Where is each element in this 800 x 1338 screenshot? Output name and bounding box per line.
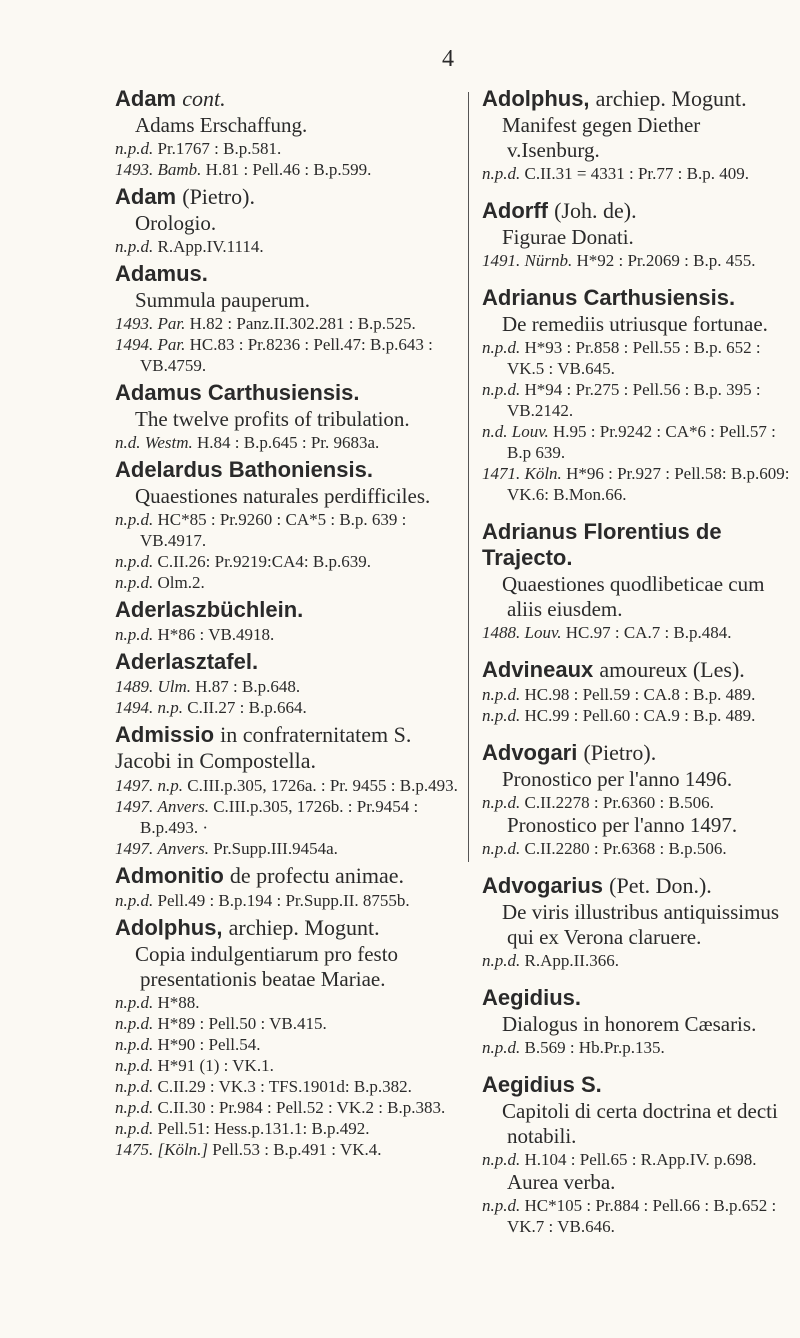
ref-text: HC.99 : Pell.60 : CA.9 : B.p. 489. <box>524 706 756 725</box>
heading-name: Advineaux <box>482 657 594 682</box>
entry-heading <box>115 597 460 623</box>
ref-lead: n.p.d. <box>482 1196 521 1215</box>
ref-text: R.App.II.366. <box>524 951 619 970</box>
entry-heading <box>482 740 790 766</box>
ref-lead: n.p.d. <box>115 1098 154 1117</box>
heading-name: Adam <box>115 184 177 209</box>
ref-lead: n.p.d. <box>115 625 154 644</box>
reference-line <box>115 624 460 645</box>
heading-name: Adamus. <box>115 261 208 286</box>
catalog-entry <box>482 740 790 859</box>
entry-heading <box>482 985 790 1011</box>
ref-lead: n.p.d. <box>482 706 521 725</box>
heading-name: Adam <box>115 86 177 111</box>
ref-place: Par. <box>157 335 186 354</box>
ref-lead: 1488. <box>482 623 521 642</box>
entry-title: Dialogus in honorem Cæsaris. <box>502 1012 757 1036</box>
ref-lead: 1497. <box>115 797 154 816</box>
ref-place: Anvers. <box>157 797 209 816</box>
ref-lead: n.p.d. <box>482 685 521 704</box>
reference-line <box>482 684 790 705</box>
ref-lead: 1494. <box>115 335 154 354</box>
entry-heading <box>115 863 460 889</box>
heading-name: Adrianus Carthusiensis. <box>482 285 736 310</box>
entry-title: Figurae Donati. <box>502 225 634 249</box>
left-column <box>115 82 460 1163</box>
reference-line <box>482 1149 790 1170</box>
ref-lead: 1497. <box>115 776 154 795</box>
entry-heading <box>115 649 460 675</box>
entry-heading <box>115 380 460 406</box>
ref-lead: n.p.d. <box>482 1150 521 1169</box>
reference-line <box>115 313 460 334</box>
ref-lead: n.d. <box>115 433 141 452</box>
ref-text: C.II.26: Pr.9219:CA4: B.p.639. <box>157 552 371 571</box>
ref-text: C.II.29 : VK.3 : TFS.1901d: B.p.382. <box>157 1077 412 1096</box>
heading-name: Advogari <box>482 740 578 765</box>
entry-title: Copia indulgentiarum pro festo presentationis beatae Mariae. <box>135 942 399 991</box>
reference-line <box>115 572 460 593</box>
ref-text: C.II.2278 : Pr.6360 : B.506. <box>524 793 714 812</box>
entry-heading <box>115 722 460 774</box>
ref-text: H.81 : Pell.46 : B.p.599. <box>205 160 372 179</box>
reference-line <box>115 159 460 180</box>
catalog-entry <box>115 649 460 718</box>
reference-line <box>115 775 460 796</box>
reference-line <box>115 1076 460 1097</box>
catalog-entry <box>482 985 790 1058</box>
heading-name: Admonitio <box>115 863 224 888</box>
ref-lead: n.p.d. <box>115 139 154 158</box>
ref-text: H.95 : Pr.9242 : CA*6 : Pell.57 : B.p 639. <box>507 422 776 462</box>
entry-title: De viris illustribus antiquissimus qui ex Verona claruere. <box>502 900 780 949</box>
reference-line <box>482 1195 790 1237</box>
heading-rest: (Pet. Don.). <box>609 873 712 898</box>
heading-name: Aegidius S. <box>482 1072 602 1097</box>
ref-lead: n.p.d. <box>115 1014 154 1033</box>
ref-text: Olm.2. <box>157 573 205 592</box>
reference-line <box>115 992 460 1013</box>
entry-heading <box>115 261 460 287</box>
heading-name: Adorff <box>482 198 548 223</box>
ref-lead: n.p.d. <box>115 891 154 910</box>
catalog-entry <box>115 86 460 180</box>
ref-text: HC.98 : Pell.59 : CA.8 : B.p. 489. <box>524 685 756 704</box>
ref-place: n.p. <box>157 698 183 717</box>
ref-lead: n.p.d. <box>482 164 521 183</box>
heading-rest: (Pietro). <box>182 184 255 209</box>
ref-text: R.App.IV.1114. <box>157 237 264 256</box>
entry-title: Summula pauperum. <box>135 288 310 312</box>
heading-name: Adelardus Bathoniensis. <box>115 457 373 482</box>
ref-text: HC*85 : Pr.9260 : CA*5 : B.p. 639 : VB.4917. <box>140 510 407 550</box>
catalog-entry <box>482 519 790 643</box>
reference-line <box>115 138 460 159</box>
page-number: 4 <box>442 46 454 72</box>
ref-lead: n.p.d. <box>115 573 154 592</box>
heading-name: Admissio <box>115 722 215 747</box>
ref-text: C.III.p.305, 1726b. : Pr.9454 : B.p.493. · <box>140 797 419 837</box>
ref-text: H*92 : Pr.2069 : B.p. 455. <box>576 251 756 270</box>
reference-line <box>115 1034 460 1055</box>
ref-place: Nürnb. <box>524 251 573 270</box>
reference-line <box>115 1118 460 1139</box>
catalog-entry <box>115 184 460 257</box>
heading-rest: de profectu animae. <box>229 863 404 888</box>
ref-text: HC.83 : Pr.8236 : Pell.47: B.p.643 : VB.4759. <box>140 335 433 375</box>
ref-lead: n.p.d. <box>115 1035 154 1054</box>
ref-lead: 1489. <box>115 677 154 696</box>
reference-line <box>115 1097 460 1118</box>
heading-rest: (Pietro). <box>583 740 657 765</box>
entry-heading <box>482 873 790 899</box>
ref-text: C.II.2280 : Pr.6368 : B.p.506. <box>524 839 727 858</box>
reference-line <box>482 1037 790 1058</box>
catalog-entry <box>482 657 790 726</box>
ref-lead: 1491. <box>482 251 521 270</box>
heading-rest: in confraternitatem S. Jacobi in Compostella. <box>115 722 412 773</box>
reference-line <box>115 796 460 838</box>
reference-line <box>482 950 790 971</box>
ref-place: Bamb. <box>157 160 202 179</box>
entry-title: The twelve profits of tribulation. <box>135 407 410 431</box>
heading-name: Aegidius. <box>482 985 582 1010</box>
heading-rest: (Joh. de). <box>554 198 637 223</box>
ref-lead: n.d. <box>482 422 508 441</box>
heading-name: Advogarius <box>482 873 604 898</box>
ref-lead: 1497. <box>115 839 154 858</box>
reference-line <box>115 1055 460 1076</box>
reference-line <box>482 705 790 726</box>
ref-lead: n.p.d. <box>115 237 154 256</box>
entry-heading <box>482 519 790 571</box>
ref-text: H*90 : Pell.54. <box>157 1035 261 1054</box>
ref-lead: 1494. <box>115 698 154 717</box>
entry-title: Pronostico per l'anno 1497. <box>507 813 738 837</box>
heading-name: Aderlasztafel. <box>115 649 259 674</box>
catalog-entry <box>115 915 460 1160</box>
ref-text: B.569 : Hb.Pr.p.135. <box>524 1038 665 1057</box>
ref-text: H*86 : VB.4918. <box>157 625 275 644</box>
catalog-entry <box>115 261 460 376</box>
reference-line <box>115 551 460 572</box>
ref-text: C.II.27 : B.p.664. <box>187 698 307 717</box>
reference-line <box>115 676 460 697</box>
entry-title: De remediis utriusque fortunae. <box>502 312 768 336</box>
ref-lead: n.p.d. <box>482 839 521 858</box>
heading-rest: archiep. Mogunt. <box>228 915 380 940</box>
ref-lead: n.p.d. <box>115 1119 154 1138</box>
ref-lead: n.p.d. <box>115 552 154 571</box>
ref-lead: n.p.d. <box>115 1056 154 1075</box>
heading-rest: amoureux (Les). <box>599 657 745 682</box>
heading-name: Adolphus, <box>115 915 223 940</box>
reference-line <box>115 236 460 257</box>
ref-text: C.III.p.305, 1726a. : Pr. 9455 : B.p.493. <box>187 776 458 795</box>
ref-text: H*89 : Pell.50 : VB.415. <box>157 1014 327 1033</box>
reference-line <box>482 250 790 271</box>
entry-title: Quaestiones naturales perdifficiles. <box>135 484 431 508</box>
ref-text: Pell.49 : B.p.194 : Pr.Supp.II. 8755b. <box>157 891 410 910</box>
reference-line <box>482 337 790 379</box>
entry-heading <box>115 457 460 483</box>
reference-line <box>482 421 790 463</box>
ref-text: Pell.53 : B.p.491 : VK.4. <box>212 1140 382 1159</box>
heading-rest: archiep. Mogunt. <box>595 86 747 111</box>
entry-heading <box>482 285 790 311</box>
catalog-entry <box>482 1072 790 1237</box>
reference-line <box>482 838 790 859</box>
reference-line <box>115 1013 460 1034</box>
reference-line <box>115 432 460 453</box>
catalog-entry <box>482 198 790 271</box>
ref-lead: 1493. <box>115 160 154 179</box>
ref-lead: n.p.d. <box>482 951 521 970</box>
reference-line <box>482 163 790 184</box>
reference-line <box>115 334 460 376</box>
entry-heading <box>115 915 460 941</box>
ref-text: H.104 : Pell.65 : R.App.IV. p.698. <box>524 1150 757 1169</box>
ref-text: C.II.31 = 4331 : Pr.77 : B.p. 409. <box>524 164 749 183</box>
ref-place: Ulm. <box>157 677 192 696</box>
ref-text: HC.97 : CA.7 : B.p.484. <box>565 623 732 642</box>
ref-text: C.II.30 : Pr.984 : Pell.52 : VK.2 : B.p.383. <box>157 1098 446 1117</box>
entry-title: Capitoli di certa doctrina et decti notabili. <box>502 1099 778 1148</box>
catalog-entry <box>482 873 790 971</box>
catalog-entry <box>115 722 460 859</box>
ref-text: Pell.51: Hess.p.131.1: B.p.492. <box>157 1119 370 1138</box>
ref-place: Louv. <box>511 422 549 441</box>
ref-text: Pr.Supp.III.9454a. <box>213 839 338 858</box>
entry-title: Orologio. <box>135 211 217 235</box>
ref-text: H.82 : Panz.II.302.281 : B.p.525. <box>189 314 416 333</box>
entry-title: Pronostico per l'anno 1496. <box>502 767 733 791</box>
catalog-entry <box>115 597 460 645</box>
ref-lead: 1471. <box>482 464 521 483</box>
catalog-entry <box>482 86 790 184</box>
reference-line <box>115 509 460 551</box>
ref-lead: n.p.d. <box>482 338 521 357</box>
entry-heading <box>115 184 460 210</box>
ref-text: Pr.1767 : B.p.581. <box>157 139 282 158</box>
heading-rest: cont. <box>182 86 226 111</box>
ref-place: Köln. <box>524 464 562 483</box>
entry-title: Aurea verba. <box>507 1170 616 1194</box>
entry-title: Quaestiones quodlibeticae cum aliis eiusdem. <box>502 572 765 621</box>
entry-title: Manifest gegen Diether v.Isenburg. <box>502 113 701 162</box>
ref-lead: n.p.d. <box>115 993 154 1012</box>
entry-heading <box>482 657 790 683</box>
catalog-entry <box>115 863 460 911</box>
ref-text: H*93 : Pr.858 : Pell.55 : B.p. 652 : VK.5 : VB.645. <box>507 338 761 378</box>
ref-lead: n.p.d. <box>482 793 521 812</box>
ref-lead: n.p.d. <box>482 1038 521 1057</box>
heading-name: Adamus Carthusiensis. <box>115 380 360 405</box>
ref-text: HC*105 : Pr.884 : Pell.66 : B.p.652 : VK.7 : VB.646. <box>507 1196 777 1236</box>
heading-name: Adrianus Florentius de Trajecto. <box>482 519 722 570</box>
reference-line <box>115 1139 460 1160</box>
catalog-entry <box>482 285 790 505</box>
catalog-entry <box>115 380 460 453</box>
ref-lead: n.p.d. <box>482 380 521 399</box>
ref-lead: n.p.d. <box>115 1077 154 1096</box>
reference-line <box>115 838 460 859</box>
ref-text: H.87 : B.p.648. <box>195 677 301 696</box>
catalog-entry <box>115 457 460 593</box>
ref-text: H*88. <box>157 993 200 1012</box>
heading-name: Adolphus, <box>482 86 590 111</box>
ref-lead: 1475. <box>115 1140 154 1159</box>
reference-line <box>482 792 790 813</box>
heading-name: Aderlaszbüchlein. <box>115 597 304 622</box>
reference-line <box>482 463 790 505</box>
entry-heading <box>482 1072 790 1098</box>
ref-place: Westm. <box>144 433 193 452</box>
entry-heading <box>482 198 790 224</box>
reference-line <box>482 622 790 643</box>
column-divider <box>468 92 469 862</box>
ref-place: Par. <box>157 314 186 333</box>
ref-lead: n.p.d. <box>115 510 154 529</box>
ref-place: Anvers. <box>157 839 209 858</box>
entry-heading <box>115 86 460 112</box>
ref-lead: 1493. <box>115 314 154 333</box>
ref-place: Louv. <box>524 623 562 642</box>
reference-line <box>115 890 460 911</box>
ref-text: H*96 : Pr.927 : Pell.58: B.p.609: VK.6: B.Mon.66. <box>507 464 790 504</box>
reference-line <box>482 379 790 421</box>
ref-text: H.84 : B.p.645 : Pr. 9683a. <box>197 433 380 452</box>
ref-place: [Köln.] <box>157 1140 209 1159</box>
ref-place: n.p. <box>157 776 183 795</box>
right-column <box>482 82 790 1251</box>
reference-line <box>115 697 460 718</box>
entry-title: Adams Erschaffung. <box>135 113 308 137</box>
ref-text: H*91 (1) : VK.1. <box>157 1056 274 1075</box>
ref-text: H*94 : Pr.275 : Pell.56 : B.p. 395 : VB.2142. <box>507 380 761 420</box>
entry-heading <box>482 86 790 112</box>
